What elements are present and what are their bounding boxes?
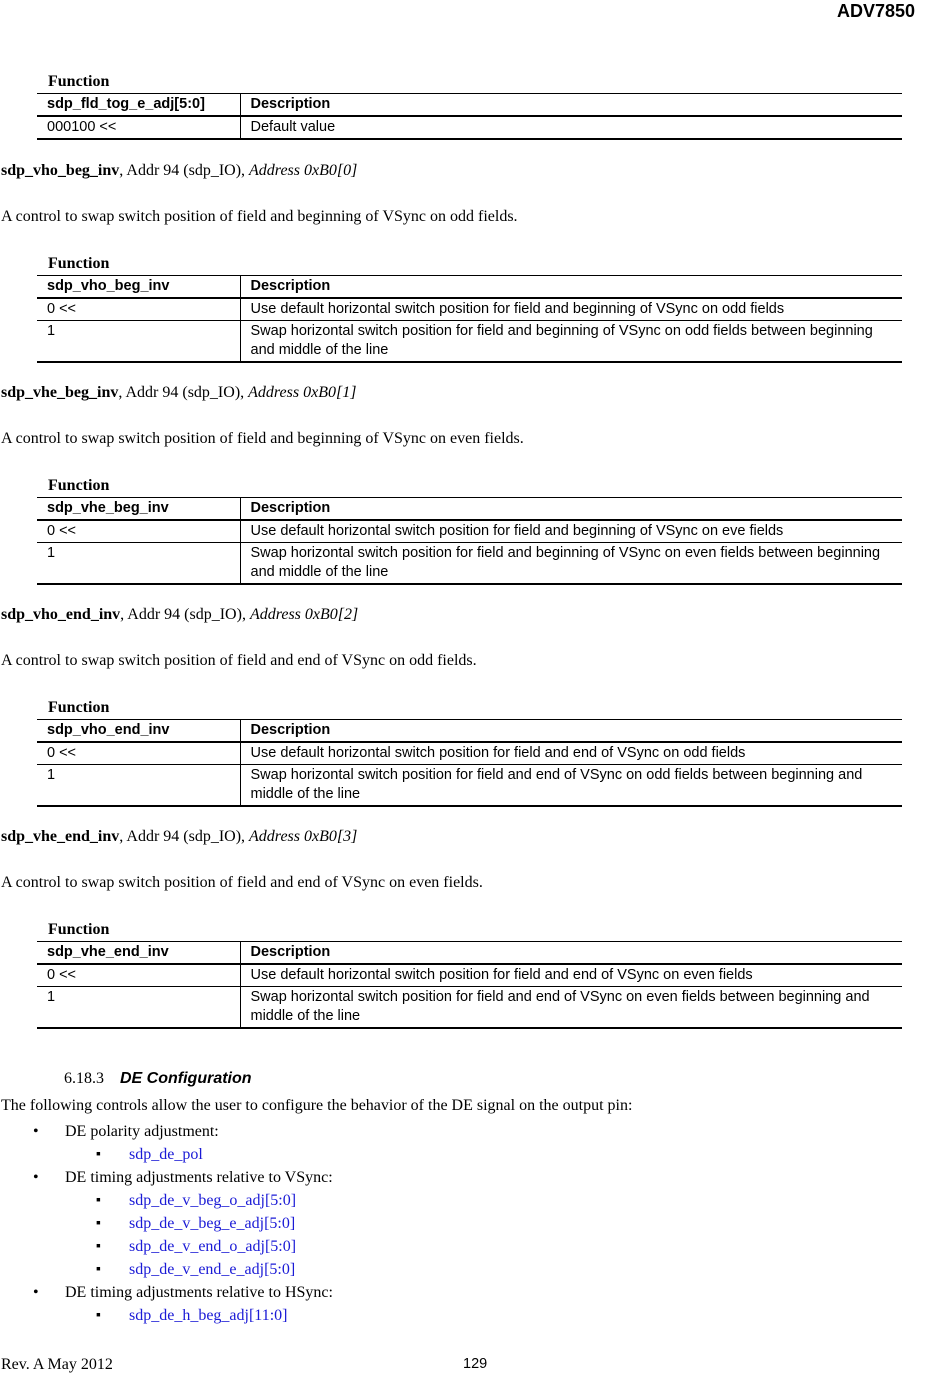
register-table (37, 719, 902, 807)
section-intro: The following controls allow the user to configure the behavior of the DE signal on the output pin: (1, 1097, 633, 1114)
cell-description: Swap horizontal switch position for field and end of VSync on odd fields between beginning and middle of the line (240, 765, 902, 807)
section-title: DE Configuration (120, 1070, 252, 1087)
list-item: • DE timing adjustments relative to VSync: (0, 1166, 333, 1189)
register-heading-vhe-end-inv (1, 828, 357, 846)
register-link[interactable]: ▪ sdp_de_v_end_o_adj[5:0] (0, 1235, 333, 1258)
table-caption: Function (48, 477, 110, 494)
register-table (37, 93, 902, 140)
table-header-row (37, 942, 902, 965)
table-caption: Function (48, 255, 110, 272)
register-address: Address 0xB0[2] (249, 606, 359, 623)
table-row (37, 742, 902, 765)
register-link[interactable]: ▪ sdp_de_v_end_e_adj[5:0] (0, 1258, 333, 1281)
register-addr: , Addr 94 (sdp_IO), (119, 828, 250, 845)
register-link[interactable]: ▪ sdp_de_v_beg_o_adj[5:0] (0, 1189, 333, 1212)
table-row (37, 964, 902, 987)
register-name: sdp_vho_end_inv (1, 606, 121, 623)
function-table-vhe-end-inv (37, 919, 902, 1029)
cell-value: 0 << (47, 523, 77, 539)
cell-value: 1 (47, 767, 56, 783)
table-header-row (37, 94, 902, 117)
section-number: 6.18.3 (64, 1070, 104, 1087)
table-caption: Function (48, 699, 110, 716)
table-header-row (37, 498, 902, 521)
column-header-name: sdp_vhe_beg_inv (47, 500, 169, 516)
register-link[interactable]: ▪ sdp_de_pol (0, 1143, 333, 1166)
function-table-vho-beg-inv (37, 253, 902, 363)
cell-value: 000100 << (47, 119, 117, 135)
column-header-description: Description (240, 942, 902, 965)
cell-description: Default value (240, 116, 902, 139)
cell-value: 1 (47, 989, 56, 1005)
cell-value: 1 (47, 545, 56, 561)
table-header-row (37, 276, 902, 299)
list-item: • DE polarity adjustment: (0, 1120, 333, 1143)
cell-description: Use default horizontal switch position for field and end of VSync on odd fields (240, 742, 902, 765)
cell-description: Use default horizontal switch position for field and beginning of VSync on odd fields (240, 298, 902, 321)
cell-value: 0 << (47, 967, 77, 983)
document-title: ADV7850 (836, 1, 915, 21)
list-item: • DE timing adjustments relative to HSync: (0, 1281, 333, 1304)
register-name: sdp_vho_beg_inv (1, 162, 120, 179)
cell-description: Swap horizontal switch position for field and end of VSync on even fields between beginning and middle of the line (240, 987, 902, 1029)
cell-value: 1 (47, 323, 56, 339)
register-address: Address 0xB0[0] (249, 162, 358, 179)
table-row (37, 765, 902, 807)
column-header-name: sdp_fld_tog_e_adj[5:0] (47, 96, 205, 112)
function-table-vhe-beg-inv (37, 475, 902, 585)
function-table-vho-end-inv (37, 697, 902, 807)
cell-description: Use default horizontal switch position for field and end of VSync on even fields (240, 964, 902, 987)
function-table-fld-tog (37, 71, 902, 140)
bullet-list (0, 1120, 333, 1327)
table-row (37, 987, 902, 1029)
table-row (37, 321, 902, 363)
register-name: sdp_vhe_end_inv (1, 828, 120, 845)
table-row (37, 298, 902, 321)
column-header-description: Description (240, 94, 902, 117)
register-link[interactable]: ▪ sdp_de_v_beg_e_adj[5:0] (0, 1212, 333, 1235)
register-addr: , Addr 94 (sdp_IO), (119, 162, 250, 179)
section-heading (64, 1070, 252, 1088)
table-header-row (37, 720, 902, 743)
cell-description: Use default horizontal switch position for field and beginning of VSync on eve fields (240, 520, 902, 543)
register-table (37, 941, 902, 1029)
column-header-name: sdp_vho_end_inv (47, 722, 170, 738)
register-link[interactable]: ▪ sdp_de_h_beg_adj[11:0] (0, 1304, 333, 1327)
table-caption: Function (48, 73, 110, 90)
column-header-description: Description (240, 498, 902, 521)
cell-value: 0 << (47, 745, 77, 761)
register-heading-vho-beg-inv (1, 162, 357, 180)
footer-revision: Rev. A May 2012 (1, 1356, 113, 1373)
register-description: A control to swap switch position of field and end of VSync on odd fields. (1, 652, 477, 669)
cell-description: Swap horizontal switch position for field and beginning of VSync on even fields between beginning and middle of the line (240, 543, 902, 585)
table-row (37, 116, 902, 139)
column-header-name: sdp_vhe_end_inv (47, 944, 169, 960)
register-description: A control to swap switch position of field and end of VSync on even fields. (1, 874, 483, 891)
page-number: 129 (463, 1356, 488, 1372)
table-caption: Function (48, 921, 110, 938)
register-heading-vho-end-inv (1, 606, 358, 624)
table-row (37, 520, 902, 543)
register-address: Address 0xB0[3] (249, 828, 358, 845)
cell-description: Swap horizontal switch position for field and beginning of VSync on odd fields between beginning and middle of the line (240, 321, 902, 363)
column-header-description: Description (240, 276, 902, 299)
register-table (37, 275, 902, 363)
register-name: sdp_vhe_beg_inv (1, 384, 119, 401)
register-table (37, 497, 902, 585)
register-description: A control to swap switch position of field and beginning of VSync on odd fields. (1, 208, 518, 225)
register-addr: , Addr 94 (sdp_IO), (120, 606, 250, 623)
register-description: A control to swap switch position of field and beginning of VSync on even fields. (1, 430, 524, 447)
register-addr: , Addr 94 (sdp_IO), (118, 384, 249, 401)
column-header-name: sdp_vho_beg_inv (47, 278, 170, 294)
register-heading-vhe-beg-inv (1, 384, 356, 402)
register-address: Address 0xB0[1] (248, 384, 357, 401)
column-header-description: Description (240, 720, 902, 743)
table-row (37, 543, 902, 585)
cell-value: 0 << (47, 301, 77, 317)
